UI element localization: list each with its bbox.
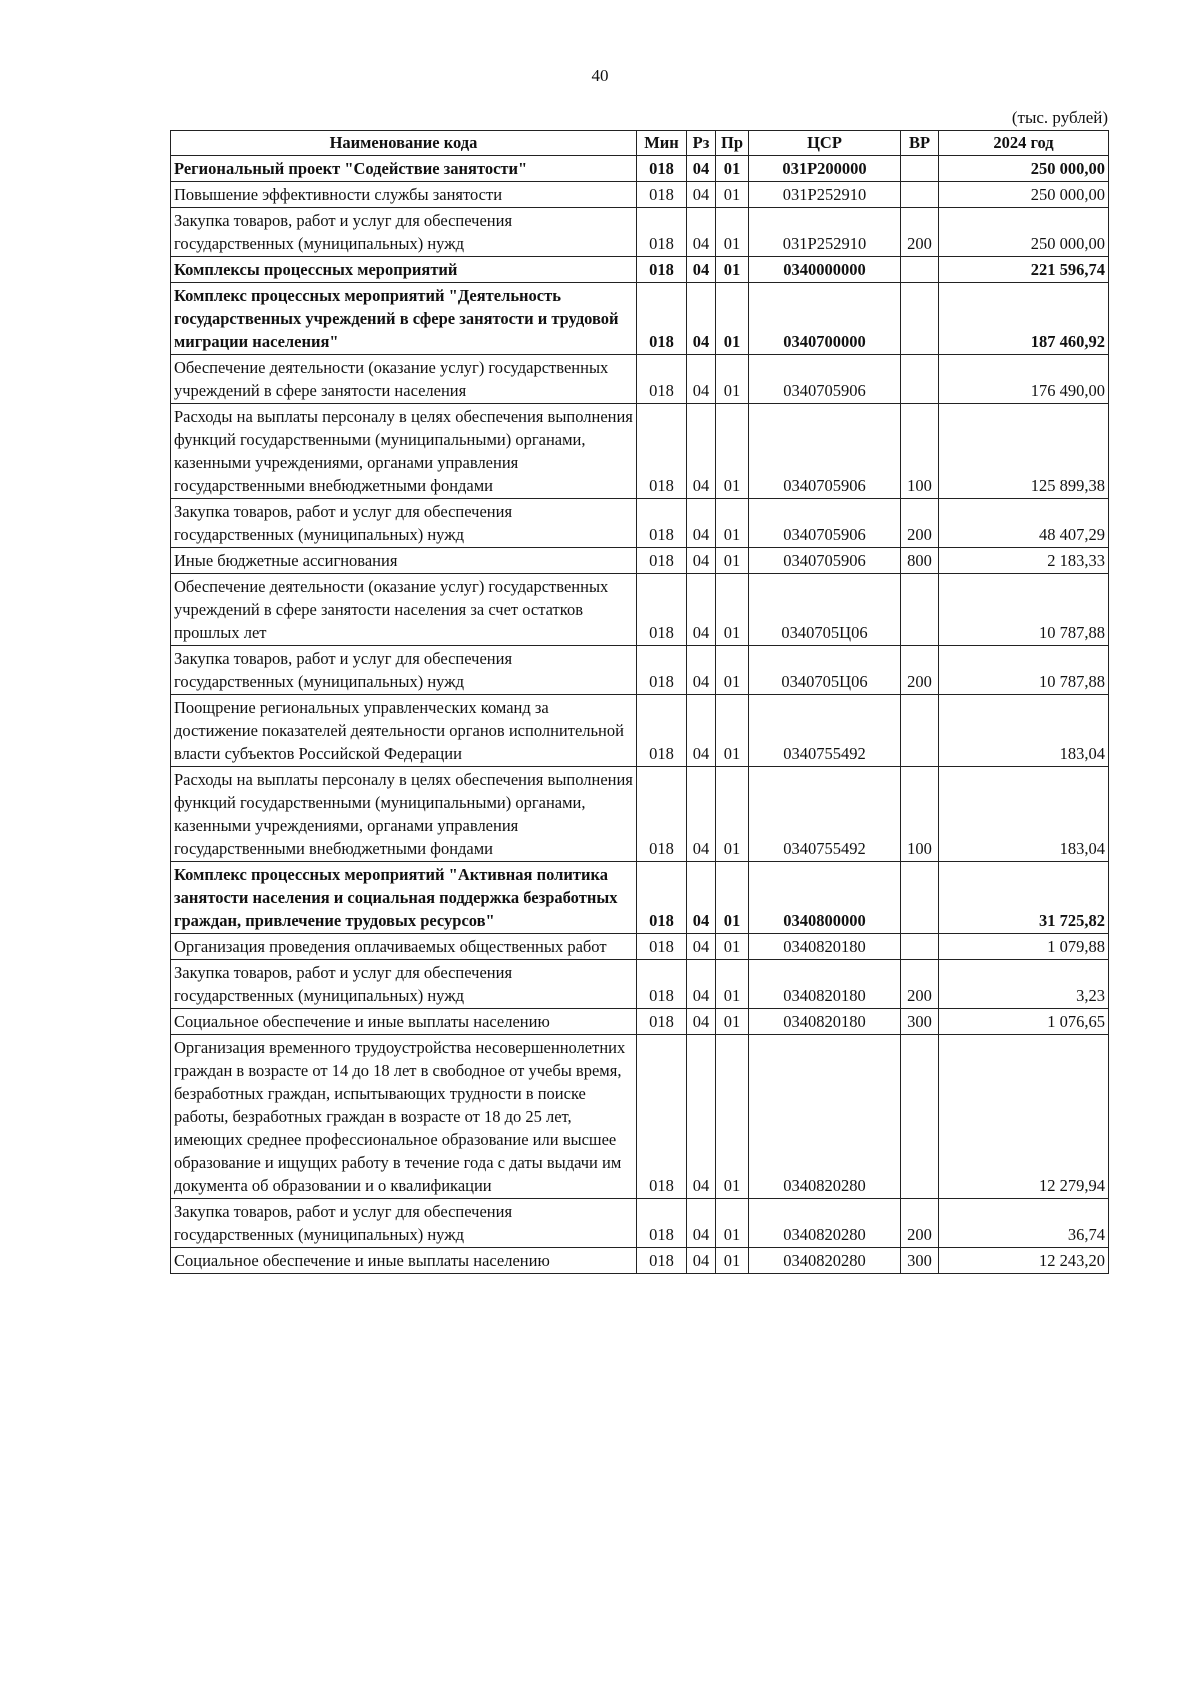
cell-vr: 100 <box>901 767 939 862</box>
cell-min: 018 <box>637 767 687 862</box>
cell-name: Региональный проект "Содействие занятости" <box>171 156 637 182</box>
cell-rz: 04 <box>687 695 716 767</box>
cell-amount: 48 407,29 <box>939 499 1109 548</box>
cell-rz: 04 <box>687 182 716 208</box>
table-row <box>171 1009 1109 1035</box>
table-row <box>171 574 1109 646</box>
cell-amount: 3,23 <box>939 960 1109 1009</box>
cell-amount: 1 076,65 <box>939 1009 1109 1035</box>
cell-amount: 12 243,20 <box>939 1248 1109 1274</box>
cell-pr: 01 <box>716 499 749 548</box>
cell-amount: 250 000,00 <box>939 182 1109 208</box>
table-row <box>171 960 1109 1009</box>
table-row <box>171 548 1109 574</box>
cell-csr: 0340705Ц06 <box>749 646 901 695</box>
cell-name: Закупка товаров, работ и услуг для обеспечения государственных (муниципальных) нужд <box>171 208 637 257</box>
cell-pr: 01 <box>716 182 749 208</box>
cell-min: 018 <box>637 1199 687 1248</box>
cell-name: Комплекс процессных мероприятий "Активная политика занятости населения и социальная поддержка безработных граждан, привлечение трудовых ресурсов" <box>171 862 637 934</box>
cell-min: 018 <box>637 156 687 182</box>
cell-amount: 10 787,88 <box>939 574 1109 646</box>
cell-csr: 0340705906 <box>749 499 901 548</box>
table-row <box>171 355 1109 404</box>
cell-name: Обеспечение деятельности (оказание услуг) государственных учреждений в сфере занятости населения <box>171 355 637 404</box>
cell-name: Комплекс процессных мероприятий "Деятельность государственных учреждений в сфере занятости и трудовой миграции населения" <box>171 283 637 355</box>
cell-name: Закупка товаров, работ и услуг для обеспечения государственных (муниципальных) нужд <box>171 499 637 548</box>
table-row <box>171 208 1109 257</box>
cell-rz: 04 <box>687 156 716 182</box>
cell-amount: 125 899,38 <box>939 404 1109 499</box>
cell-vr: 200 <box>901 208 939 257</box>
cell-vr <box>901 182 939 208</box>
cell-csr: 0340705906 <box>749 404 901 499</box>
cell-amount: 31 725,82 <box>939 862 1109 934</box>
cell-min: 018 <box>637 355 687 404</box>
cell-rz: 04 <box>687 1248 716 1274</box>
cell-name: Расходы на выплаты персоналу в целях обеспечения выполнения функций государственными (муниципальными) органами, казенными учреждениями, органами управления государственными внебюджетными фондами <box>171 767 637 862</box>
cell-vr <box>901 862 939 934</box>
cell-rz: 04 <box>687 257 716 283</box>
table-row <box>171 182 1109 208</box>
cell-vr <box>901 1035 939 1199</box>
cell-min: 018 <box>637 646 687 695</box>
cell-min: 018 <box>637 182 687 208</box>
table-row <box>171 862 1109 934</box>
cell-amount: 183,04 <box>939 767 1109 862</box>
cell-rz: 04 <box>687 646 716 695</box>
cell-rz: 04 <box>687 574 716 646</box>
cell-pr: 01 <box>716 695 749 767</box>
cell-pr: 01 <box>716 404 749 499</box>
cell-pr: 01 <box>716 1199 749 1248</box>
cell-csr: 0340705Ц06 <box>749 574 901 646</box>
cell-csr: 0340820280 <box>749 1035 901 1199</box>
table-row <box>171 283 1109 355</box>
cell-min: 018 <box>637 283 687 355</box>
cell-min: 018 <box>637 257 687 283</box>
cell-min: 018 <box>637 208 687 257</box>
cell-pr: 01 <box>716 862 749 934</box>
cell-rz: 04 <box>687 1199 716 1248</box>
cell-csr: 0340820280 <box>749 1199 901 1248</box>
cell-vr: 200 <box>901 646 939 695</box>
cell-rz: 04 <box>687 548 716 574</box>
cell-vr <box>901 695 939 767</box>
cell-min: 018 <box>637 1035 687 1199</box>
table-row <box>171 499 1109 548</box>
cell-pr: 01 <box>716 1248 749 1274</box>
cell-csr: 0340000000 <box>749 257 901 283</box>
cell-min: 018 <box>637 548 687 574</box>
cell-pr: 01 <box>716 646 749 695</box>
table-row <box>171 646 1109 695</box>
header-pr: Пр <box>716 131 749 156</box>
cell-rz: 04 <box>687 934 716 960</box>
header-vr: ВР <box>901 131 939 156</box>
cell-name: Поощрение региональных управленческих команд за достижение показателей деятельности органов исполнительной власти субъектов Российской Федерации <box>171 695 637 767</box>
cell-min: 018 <box>637 934 687 960</box>
table-row <box>171 1035 1109 1199</box>
cell-rz: 04 <box>687 960 716 1009</box>
cell-amount: 10 787,88 <box>939 646 1109 695</box>
page-number: 40 <box>591 66 609 85</box>
cell-min: 018 <box>637 1248 687 1274</box>
header-min: Мин <box>637 131 687 156</box>
cell-pr: 01 <box>716 574 749 646</box>
cell-min: 018 <box>637 404 687 499</box>
cell-csr: 0340705906 <box>749 355 901 404</box>
cell-vr <box>901 574 939 646</box>
units-label: (тыс. рублей) <box>1011 108 1108 127</box>
table-row <box>171 257 1109 283</box>
cell-min: 018 <box>637 574 687 646</box>
cell-rz: 04 <box>687 499 716 548</box>
cell-name: Закупка товаров, работ и услуг для обеспечения государственных (муниципальных) нужд <box>171 960 637 1009</box>
cell-name: Организация временного трудоустройства несовершеннолетних граждан в возрасте от 14 до 18 лет в свободное от учебы время, безработных граждан, испытывающих трудности в поиске работы, безработных граждан в возрасте от 18 до 25 лет, имеющих среднее профессиональное образование или высшее образование и ищущих работу в течение года с даты выдачи им документа об образовании и о квалификации <box>171 1035 637 1199</box>
cell-pr: 01 <box>716 960 749 1009</box>
table-row <box>171 767 1109 862</box>
cell-amount: 2 183,33 <box>939 548 1109 574</box>
cell-vr <box>901 934 939 960</box>
cell-csr: 0340820280 <box>749 1248 901 1274</box>
cell-vr: 200 <box>901 499 939 548</box>
cell-csr: 0340755492 <box>749 695 901 767</box>
cell-rz: 04 <box>687 283 716 355</box>
cell-name: Социальное обеспечение и иные выплаты населению <box>171 1009 637 1035</box>
header-rz: Рз <box>687 131 716 156</box>
cell-name: Повышение эффективности службы занятости <box>171 182 637 208</box>
cell-pr: 01 <box>716 934 749 960</box>
cell-rz: 04 <box>687 404 716 499</box>
cell-vr <box>901 355 939 404</box>
cell-name: Расходы на выплаты персоналу в целях обеспечения выполнения функций государственными (муниципальными) органами, казенными учреждениями, органами управления государственными внебюджетными фондами <box>171 404 637 499</box>
header-amount: 2024 год <box>939 131 1109 156</box>
cell-csr: 031P252910 <box>749 182 901 208</box>
table-header-row <box>171 131 1109 156</box>
cell-vr: 100 <box>901 404 939 499</box>
table-row <box>171 695 1109 767</box>
cell-name: Организация проведения оплачиваемых общественных работ <box>171 934 637 960</box>
cell-pr: 01 <box>716 208 749 257</box>
table-row <box>171 1248 1109 1274</box>
cell-min: 018 <box>637 862 687 934</box>
cell-vr: 200 <box>901 1199 939 1248</box>
cell-pr: 01 <box>716 156 749 182</box>
table-row <box>171 156 1109 182</box>
cell-vr: 200 <box>901 960 939 1009</box>
cell-pr: 01 <box>716 257 749 283</box>
cell-rz: 04 <box>687 862 716 934</box>
header-name: Наименование кода <box>171 131 637 156</box>
cell-pr: 01 <box>716 548 749 574</box>
cell-pr: 01 <box>716 283 749 355</box>
cell-name: Комплексы процессных мероприятий <box>171 257 637 283</box>
cell-amount: 1 079,88 <box>939 934 1109 960</box>
cell-amount: 250 000,00 <box>939 156 1109 182</box>
table-row <box>171 934 1109 960</box>
cell-amount: 12 279,94 <box>939 1035 1109 1199</box>
cell-csr: 0340700000 <box>749 283 901 355</box>
cell-pr: 01 <box>716 767 749 862</box>
cell-csr: 0340820180 <box>749 1009 901 1035</box>
cell-pr: 01 <box>716 1009 749 1035</box>
cell-pr: 01 <box>716 355 749 404</box>
cell-csr: 0340705906 <box>749 548 901 574</box>
cell-rz: 04 <box>687 1035 716 1199</box>
cell-name: Социальное обеспечение и иные выплаты населению <box>171 1248 637 1274</box>
cell-vr <box>901 283 939 355</box>
cell-amount: 183,04 <box>939 695 1109 767</box>
cell-rz: 04 <box>687 767 716 862</box>
cell-vr <box>901 257 939 283</box>
cell-amount: 221 596,74 <box>939 257 1109 283</box>
cell-name: Закупка товаров, работ и услуг для обеспечения государственных (муниципальных) нужд <box>171 1199 637 1248</box>
cell-csr: 0340800000 <box>749 862 901 934</box>
cell-name: Обеспечение деятельности (оказание услуг) государственных учреждений в сфере занятости населения за счет остатков прошлых лет <box>171 574 637 646</box>
cell-csr: 0340820180 <box>749 960 901 1009</box>
table-row <box>171 1199 1109 1248</box>
cell-csr: 031P252910 <box>749 208 901 257</box>
table-row <box>171 404 1109 499</box>
cell-amount: 187 460,92 <box>939 283 1109 355</box>
cell-csr: 031P200000 <box>749 156 901 182</box>
cell-vr: 300 <box>901 1248 939 1274</box>
cell-csr: 0340755492 <box>749 767 901 862</box>
cell-rz: 04 <box>687 355 716 404</box>
cell-pr: 01 <box>716 1035 749 1199</box>
cell-vr: 300 <box>901 1009 939 1035</box>
budget-table <box>170 130 1109 1274</box>
cell-min: 018 <box>637 499 687 548</box>
cell-amount: 250 000,00 <box>939 208 1109 257</box>
cell-min: 018 <box>637 695 687 767</box>
cell-amount: 36,74 <box>939 1199 1109 1248</box>
cell-name: Иные бюджетные ассигнования <box>171 548 637 574</box>
cell-min: 018 <box>637 960 687 1009</box>
cell-vr: 800 <box>901 548 939 574</box>
cell-rz: 04 <box>687 208 716 257</box>
cell-name: Закупка товаров, работ и услуг для обеспечения государственных (муниципальных) нужд <box>171 646 637 695</box>
cell-amount: 176 490,00 <box>939 355 1109 404</box>
cell-rz: 04 <box>687 1009 716 1035</box>
cell-min: 018 <box>637 1009 687 1035</box>
cell-csr: 0340820180 <box>749 934 901 960</box>
cell-vr <box>901 156 939 182</box>
header-csr: ЦСР <box>749 131 901 156</box>
